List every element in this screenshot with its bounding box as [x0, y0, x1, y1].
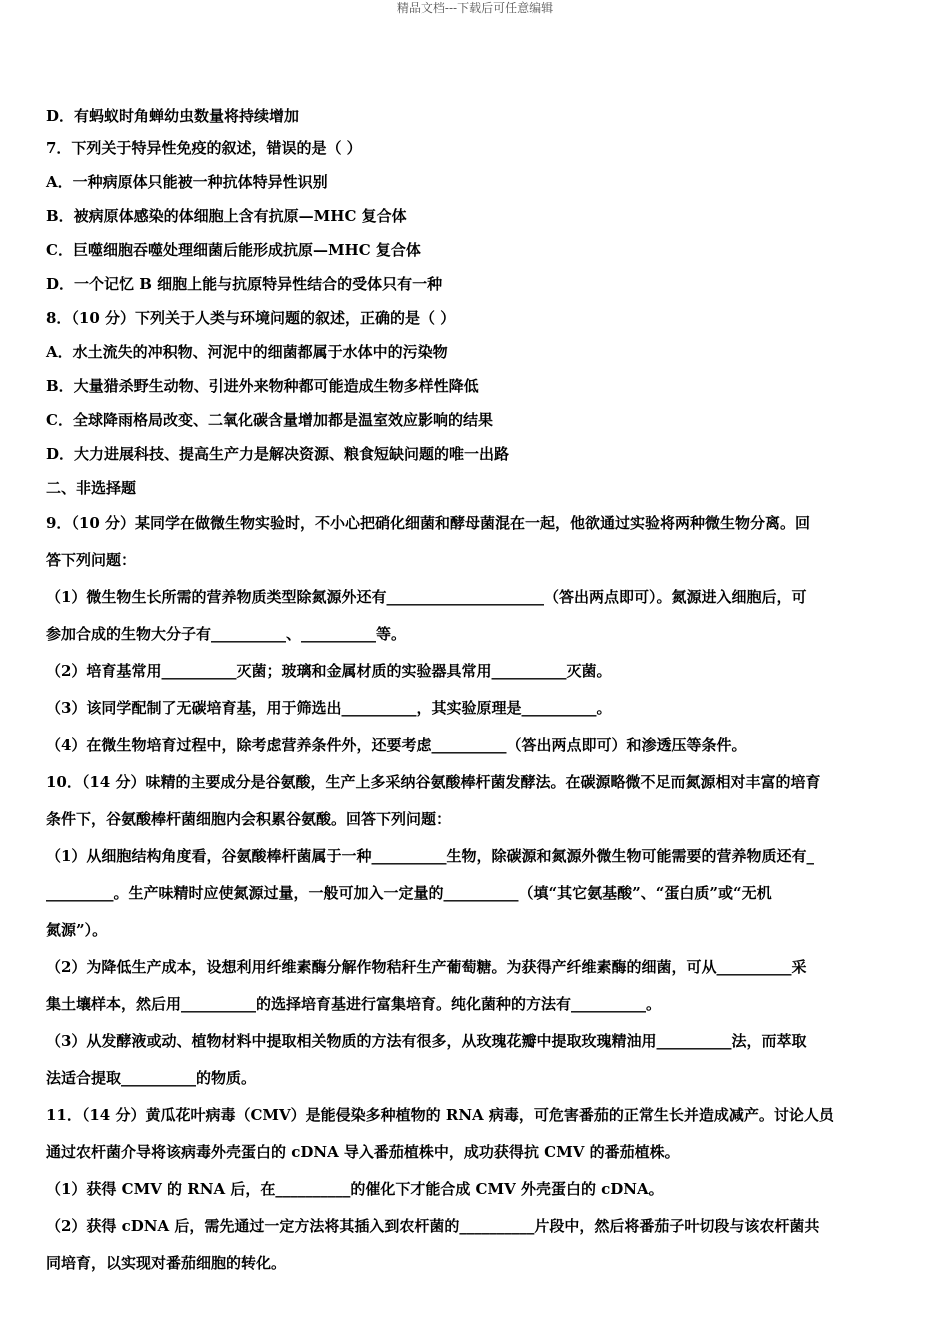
- subquestion-line: （2）为降低生产成本，设想利用纤维素酶分解作物秸秆生产葡萄糖。为获得产纤维素酶的细菌，可从__________采: [46, 958, 807, 976]
- subquestion-line: （2）培育基常用__________灭菌；玻璃和金属材质的实验器具常用__________灭菌。: [46, 662, 612, 680]
- option-line: D．有蚂蚁时角蝉幼虫数量将持续增加: [46, 107, 300, 125]
- question-line: 10．（14 分）味精的主要成分是谷氨酸，生产上多采纳谷氨酸棒杆菌发酵法。在碳源略微不足而氮源相对丰富的培育: [46, 773, 821, 791]
- question-line: 条件下，谷氨酸棒杆菌细胞内会积累谷氨酸。回答下列问题：: [46, 810, 452, 828]
- option-line: A．一种病原体只能被一种抗体特异性识别: [46, 173, 328, 191]
- question-line: 8．（10 分）下列关于人类与环境问题的叙述，正确的是（ ）: [46, 309, 456, 327]
- subquestion-line: （2）获得 cDNA 后，需先通过一定方法将其插入到农杆菌的__________片段中，然后将番茄子叶切段与该农杆菌共: [46, 1217, 820, 1235]
- subquestion-line: 氮源”）。: [46, 921, 108, 939]
- option-line: B．被病原体感染的体细胞上含有抗原—MHC 复合体: [46, 207, 407, 225]
- option-line: D．一个记忆 B 细胞上能与抗原特异性结合的受体只有一种: [46, 275, 443, 293]
- subquestion-line: _________。生产味精时应使氮源过量，一般可加入一定量的__________（填“其它氨基酸”、“蛋白质”或“无机: [46, 884, 772, 902]
- option-line: A．水土流失的冲积物、河泥中的细菌都属于水体中的污染物: [46, 343, 448, 361]
- option-line: B．大量猎杀野生动物、引进外来物种都可能造成生物多样性降低: [46, 377, 479, 395]
- section-heading: 二、非选择题: [46, 479, 137, 497]
- subquestion-line: （3）从发酵液或动、植物材料中提取相关物质的方法有很多，从玫瑰花瓣中提取玫瑰精油用__________法，而萃取: [46, 1032, 807, 1050]
- question-line: 答下列问题：: [46, 551, 137, 569]
- question-line: 9．（10 分）某同学在做微生物实验时，不小心把硝化细菌和酵母菌混在一起，他欲通过实验将两种微生物分离。回: [46, 514, 811, 532]
- question-line: 11．（14 分）黄瓜花叶病毒（CMV）是能侵染多种植物的 RNA 病毒，可危害番茄的正常生长并造成减产。讨论人员: [46, 1106, 834, 1124]
- subquestion-line: （1）获得 CMV 的 RNA 后，在__________的催化下才能合成 CMV 外壳蛋白的 cDNA。: [46, 1180, 664, 1198]
- question-line: 通过农杆菌介导将该病毒外壳蛋白的 cDNA 导入番茄植株中，成功获得抗 CMV 的番茄植株。: [46, 1143, 680, 1161]
- option-line: C．全球降雨格局改变、二氧化碳含量增加都是温室效应影响的结果: [46, 411, 493, 429]
- subquestion-line: 参加合成的生物大分子有__________、__________等。: [46, 625, 407, 643]
- question-line: 7．下列关于特异性免疫的叙述，错误的是（ ）: [46, 139, 362, 157]
- option-line: D．大力进展科技、提高生产力是解决资源、粮食短缺问题的唯一出路: [46, 445, 510, 463]
- subquestion-line: （1）从细胞结构角度看，谷氨酸棒杆菌属于一种__________生物，除碳源和氮源外微生物可能需要的营养物质还有_: [46, 847, 814, 865]
- subquestion-line: 法适合提取__________的物质。: [46, 1069, 257, 1087]
- document-body: [46, 99, 908, 1282]
- subquestion-line: 集土壤样本，然后用__________的选择培育基进行富集培育。纯化菌种的方法有__________。: [46, 995, 662, 1013]
- subquestion-line: （3）该同学配制了无碳培育基，用于筛选出__________，其实验原理是__________。: [46, 699, 612, 717]
- page-header: 精品文档---下载后可任意编辑: [396, 1, 554, 15]
- option-line: C．巨噬细胞吞噬处理细菌后能形成抗原—MHC 复合体: [46, 241, 421, 259]
- subquestion-line: 同培育，以实现对番茄细胞的转化。: [46, 1254, 287, 1272]
- subquestion-line: （4）在微生物培育过程中，除考虑营养条件外，还要考虑__________（答出两点即可）和渗透压等条件。: [46, 736, 747, 754]
- subquestion-line: （1）微生物生长所需的营养物质类型除氮源外还有_____________________（答出两点即可）。氮源进入细胞后，可: [46, 588, 807, 606]
